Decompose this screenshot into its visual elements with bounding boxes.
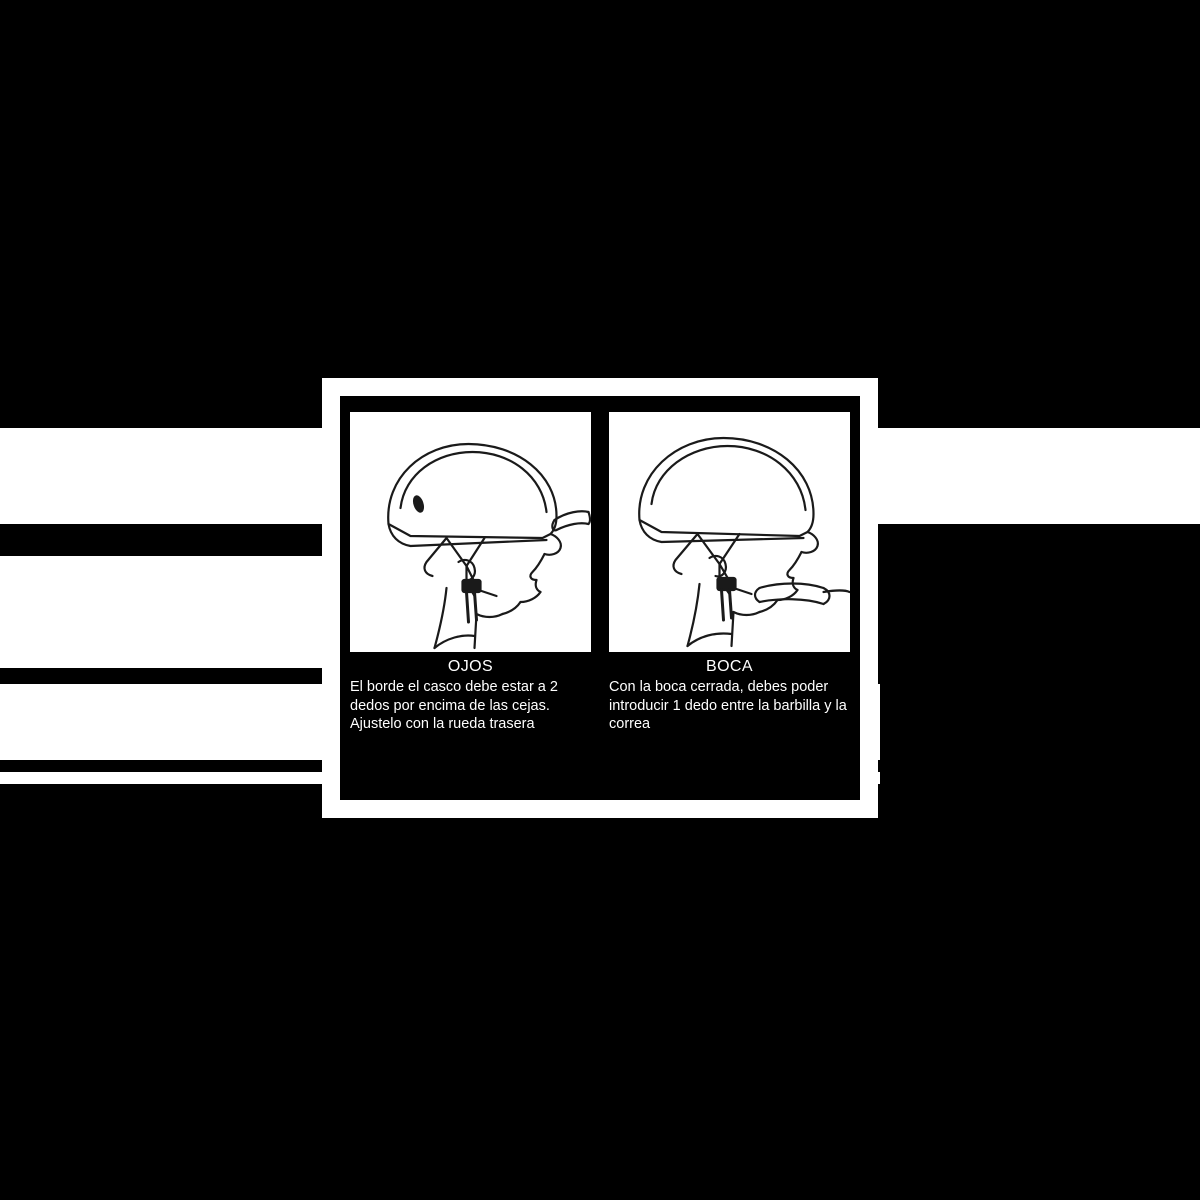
background-stripe-mask-1: [870, 556, 1200, 668]
panel-mouth: [609, 412, 850, 790]
helmet-fit-figure: [322, 378, 878, 818]
poster: [340, 396, 860, 800]
panel-caption-eyes: El borde el casco debe estar a 2 dedos por encima de las cejas. Ajustelo con la rueda trasera: [350, 679, 558, 733]
panel-title-mouth: BOCA: [706, 658, 753, 675]
panel-eyes: [350, 412, 591, 790]
illustration-eyes: [350, 412, 591, 652]
helmet-head-side-view-icon: [350, 412, 591, 652]
helmet-head-side-view-chin-icon: [609, 412, 850, 652]
panel-caption-mouth: Con la boca cerrada, debes poder introducir 1 dedo entre la barbilla y la correa: [609, 679, 847, 733]
panel-title-eyes: OJOS: [447, 658, 494, 675]
background-stripe-mask-2: [880, 684, 1200, 784]
illustration-mouth: [609, 412, 850, 652]
